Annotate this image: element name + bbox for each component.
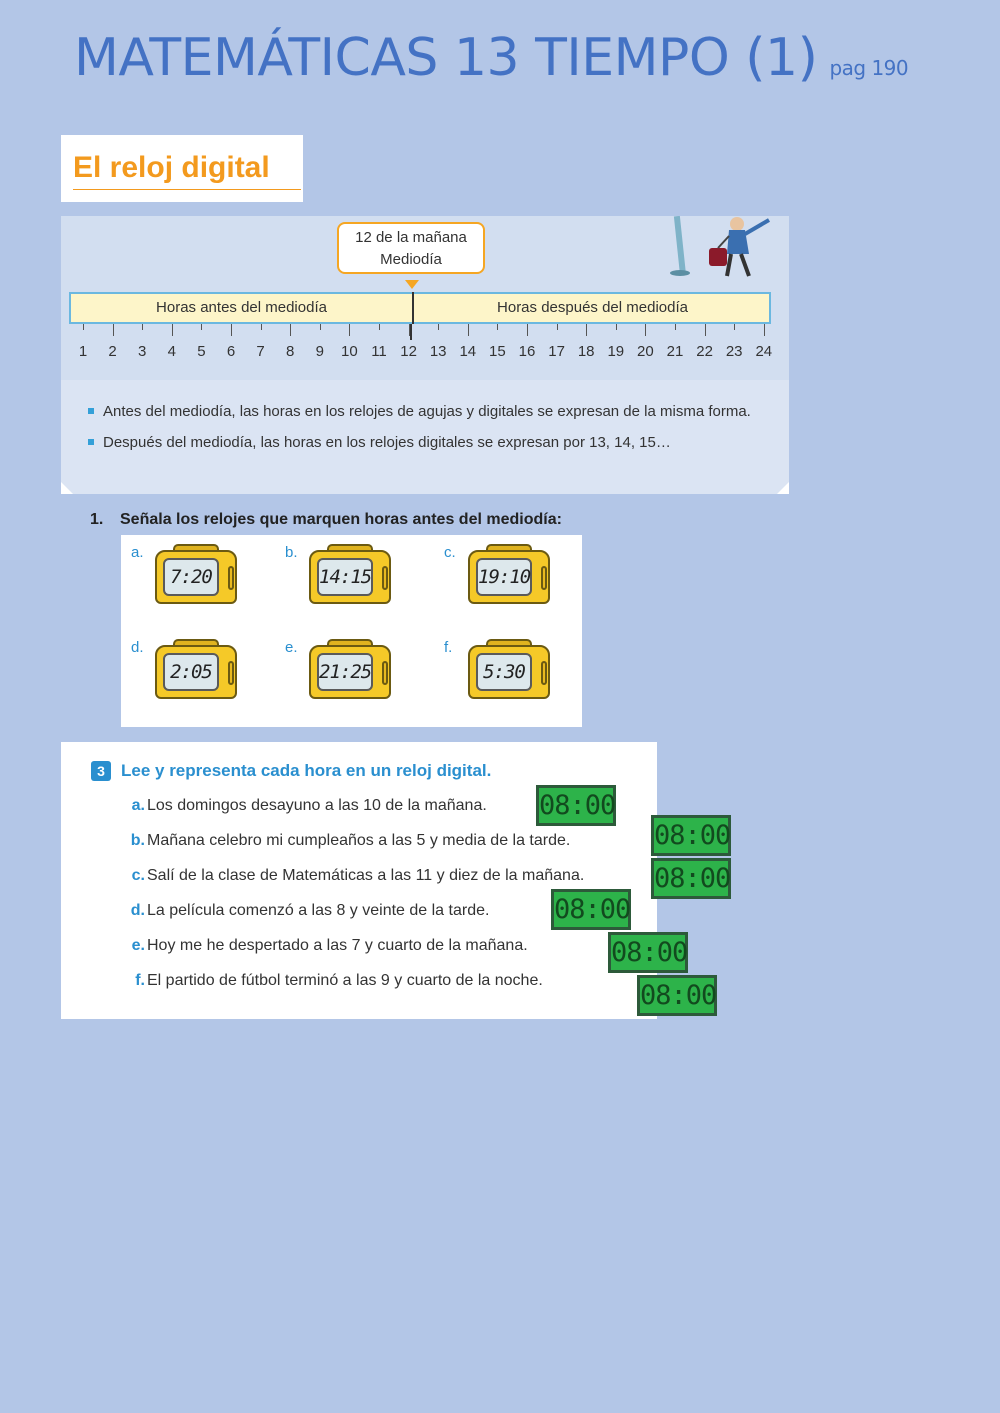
timeline-tick — [497, 324, 498, 330]
exercise3-item — [123, 902, 489, 920]
hour-label: 4 — [167, 343, 176, 360]
timeline-tick — [172, 324, 173, 336]
clock-option-b[interactable] — [309, 544, 391, 606]
timeline-tick — [113, 324, 114, 336]
clock-option-e[interactable] — [309, 639, 391, 701]
item-letter: c. — [131, 867, 145, 884]
noon-callout-line1: 12 de la mañana — [355, 229, 467, 246]
item-letter: b. — [130, 832, 145, 849]
clock-display: 7:20 — [163, 558, 219, 596]
hour-label: 13 — [429, 343, 447, 360]
item-letter: e. — [131, 937, 145, 954]
noon-callout-line2: Mediodía — [380, 251, 442, 268]
note-item: Antes del mediodía, las horas en los relojes de agujas y digitales se expresan de la misma forma. — [85, 400, 775, 423]
digital-clock-input-c[interactable] — [651, 858, 731, 899]
timeline-tick — [527, 324, 528, 336]
timeline-tick — [142, 324, 143, 330]
before-noon-label: Horas antes del mediodía — [156, 299, 327, 316]
clock-display: 2:05 — [163, 653, 219, 691]
digital-clock-input-b[interactable] — [651, 815, 731, 856]
timeline-tick — [764, 324, 765, 336]
item-letter: a. — [131, 797, 145, 814]
section-heading-text: El reloj digital — [73, 151, 270, 184]
traveler-illustration — [661, 216, 773, 280]
item-text: Los domingos desayuno a las 10 de la mañana. — [147, 797, 487, 814]
timeline-tick — [557, 324, 558, 330]
lcd-digits: 08:00 — [654, 820, 731, 851]
timeline-tick — [616, 324, 617, 330]
hour-label: 8 — [286, 343, 295, 360]
hour-label: 17 — [548, 343, 565, 360]
hour-label: 22 — [696, 343, 713, 360]
digital-clock-input-d[interactable] — [551, 889, 631, 930]
timeline-panel — [61, 216, 789, 494]
exercise3-item — [123, 832, 570, 850]
hour-label: 15 — [489, 343, 506, 360]
heading-underline — [73, 189, 301, 190]
digital-clock-input-f[interactable] — [637, 975, 717, 1016]
clock-letter: c. — [444, 544, 456, 561]
timeline-tick — [379, 324, 380, 330]
page-title-text: MATEMÁTICAS 13 TIEMPO (1) — [74, 28, 818, 88]
clock-button — [541, 661, 547, 685]
timeline-ticks — [61, 324, 789, 338]
hour-label: 12 — [400, 343, 417, 360]
after-noon-label: Horas después del mediodía — [497, 299, 688, 316]
hour-label: 2 — [108, 343, 117, 360]
timeline-tick — [705, 324, 706, 336]
clock-display: 19:10 — [476, 558, 532, 596]
lcd-digits: 08:00 — [554, 894, 631, 925]
hour-label: 7 — [256, 343, 265, 360]
timeline-tick — [675, 324, 676, 330]
item-text: Mañana celebro mi cumpleaños a las 5 y media de la tarde. — [147, 832, 571, 849]
clock-letter: e. — [285, 639, 298, 656]
lcd-digits: 08:00 — [539, 790, 616, 821]
item-letter: d. — [130, 902, 145, 919]
clock-display: 5:30 — [476, 653, 532, 691]
panel-corner — [777, 482, 789, 494]
exercise3-instruction: Lee y representa cada hora en un reloj digital. — [121, 761, 492, 780]
hour-label: 19 — [607, 343, 625, 360]
item-letter: f. — [135, 972, 145, 989]
exercise3-number-badge: 3 — [91, 761, 111, 781]
lcd-digits: 08:00 — [654, 863, 731, 894]
hour-label: 14 — [459, 343, 477, 360]
exercise3-item — [123, 972, 543, 990]
hour-label: 23 — [725, 343, 743, 360]
clock-letter: f. — [444, 639, 453, 656]
note-item: Después del mediodía, las horas en los relojes digitales se expresan por 13, 14, 15… — [85, 431, 775, 454]
timeline-tick — [201, 324, 202, 330]
item-text: El partido de fútbol terminó a las 9 y cuarto de la noche. — [147, 972, 543, 989]
noon-arrow-icon — [405, 280, 419, 289]
timeline-tick — [231, 324, 232, 336]
noon-callout — [337, 222, 485, 274]
clock-letter: d. — [131, 639, 144, 656]
digital-clock-input-a[interactable] — [536, 785, 616, 826]
hour-label: 11 — [371, 343, 387, 360]
clock-option-c[interactable] — [468, 544, 550, 606]
exercise1-text: Señala los relojes que marquen horas antes del mediodía: — [120, 511, 562, 528]
timeline-tick — [409, 324, 410, 336]
exercise3-item — [123, 937, 528, 955]
item-text: La película comenzó a las 8 y veinte de la tarde. — [147, 902, 490, 919]
item-text: Salí de la clase de Matemáticas a las 11 y diez de la mañana. — [147, 867, 585, 884]
exercise1-number: 1. — [90, 511, 104, 528]
timeline-tick — [83, 324, 84, 330]
item-text: Hoy me he despertado a las 7 y cuarto de la mañana. — [147, 937, 528, 954]
timeline-tick — [438, 324, 439, 330]
timeline-bar — [69, 292, 771, 324]
clock-letter: b. — [285, 544, 298, 561]
exercise3-panel — [61, 742, 657, 1019]
timeline-tick — [586, 324, 587, 336]
hour-label: 9 — [315, 343, 324, 360]
timeline-tick — [645, 324, 646, 336]
clock-option-a[interactable] — [155, 544, 237, 606]
exercise1-instruction — [90, 511, 562, 529]
hour-label: 10 — [341, 343, 358, 360]
hour-label: 5 — [197, 343, 206, 360]
digital-clock-input-e[interactable] — [608, 932, 688, 973]
hour-label: 24 — [755, 343, 773, 360]
clock-button — [228, 566, 234, 590]
page-title — [74, 28, 908, 88]
exercise3-item — [123, 867, 584, 885]
timeline-tick — [349, 324, 350, 336]
lcd-digits: 08:00 — [640, 980, 717, 1011]
exercise3-item — [123, 797, 487, 815]
clock-option-f[interactable] — [468, 639, 550, 701]
clock-display: 14:15 — [317, 558, 373, 596]
clock-letter: a. — [131, 544, 144, 561]
clock-button — [382, 566, 388, 590]
timeline-tick — [261, 324, 262, 330]
lcd-digits: 08:00 — [611, 937, 688, 968]
hour-label: 21 — [666, 343, 684, 360]
clock-button — [382, 661, 388, 685]
timeline-tick — [290, 324, 291, 336]
hour-label: 3 — [138, 343, 147, 360]
hour-label: 18 — [577, 343, 595, 360]
panel-corner — [61, 482, 73, 494]
timeline-tick — [320, 324, 321, 330]
clock-option-d[interactable] — [155, 639, 237, 701]
timeline-tick — [734, 324, 735, 330]
clock-button — [228, 661, 234, 685]
hour-label: 1 — [78, 343, 88, 360]
hour-label: 6 — [226, 343, 236, 360]
clock-button — [541, 566, 547, 590]
notes-list — [85, 400, 775, 462]
page-reference: pag 190 — [829, 56, 909, 80]
clocks-panel — [121, 535, 582, 727]
clock-display: 21:25 — [317, 653, 373, 691]
timeline-tick — [468, 324, 469, 336]
hour-label: 16 — [518, 343, 536, 360]
hour-label: 20 — [637, 343, 654, 360]
section-heading — [61, 135, 303, 202]
